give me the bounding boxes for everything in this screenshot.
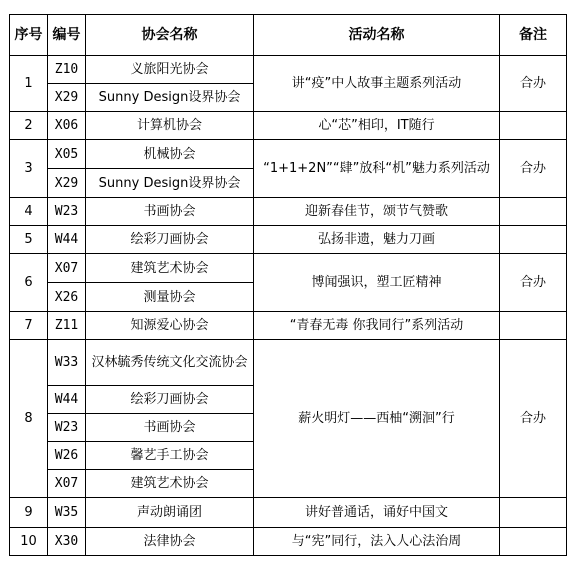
activity-cell: 与“宪”同行，法入人心法治周	[254, 528, 500, 556]
remark-cell	[500, 498, 567, 528]
code-cell: X05	[48, 140, 86, 169]
association-cell: 建筑艺术协会	[86, 470, 254, 498]
activity-cell: “1+1+2N”“肆”放科“机”魅力系列活动	[254, 140, 500, 198]
table-row	[10, 112, 567, 140]
seq-cell: 6	[10, 254, 48, 312]
seq-cell: 4	[10, 198, 48, 226]
header-code: 编号	[48, 15, 86, 56]
code-cell: X07	[48, 470, 86, 498]
association-cell: 知源爱心协会	[86, 312, 254, 340]
seq-cell: 9	[10, 498, 48, 528]
table-row	[10, 340, 567, 386]
seq-cell: 1	[10, 56, 48, 112]
seq-cell: 3	[10, 140, 48, 198]
activity-cell: 讲“疫”中人故事主题系列活动	[254, 56, 500, 112]
seq-cell: 8	[10, 340, 48, 498]
table-row	[10, 140, 567, 169]
association-cell: 义旅阳光协会	[86, 56, 254, 84]
header-seq: 序号	[10, 15, 48, 56]
activity-cell: 迎新春佳节，颂节气赞歌	[254, 198, 500, 226]
header-association: 协会名称	[86, 15, 254, 56]
association-cell: Sunny Design设界协会	[86, 84, 254, 112]
remark-cell: 合办	[500, 140, 567, 198]
table-row	[10, 226, 567, 254]
association-cell: 馨艺手工协会	[86, 442, 254, 470]
code-cell: W23	[48, 198, 86, 226]
header-remark: 备注	[500, 15, 567, 56]
seq-cell: 2	[10, 112, 48, 140]
code-cell: W23	[48, 414, 86, 442]
code-cell: X06	[48, 112, 86, 140]
remark-cell: 合办	[500, 56, 567, 112]
association-cell: 书画协会	[86, 198, 254, 226]
code-cell: X30	[48, 528, 86, 556]
remark-cell: 合办	[500, 254, 567, 312]
activity-cell: 薪火明灯——西柚“溯洄”行	[254, 340, 500, 498]
association-cell: 测量协会	[86, 283, 254, 312]
table-row	[10, 56, 567, 84]
activity-cell: 博闻强识，塑工匠精神	[254, 254, 500, 312]
table-row	[10, 198, 567, 226]
table-row	[10, 498, 567, 528]
association-cell: 机械协会	[86, 140, 254, 169]
code-cell: W33	[48, 340, 86, 386]
activity-cell: 讲好普通话，诵好中国文	[254, 498, 500, 528]
code-cell: Z10	[48, 56, 86, 84]
association-cell: Sunny Design设界协会	[86, 169, 254, 198]
association-cell: 法律协会	[86, 528, 254, 556]
code-cell: W26	[48, 442, 86, 470]
header-row	[10, 15, 567, 56]
activity-cell: 心“芯”相印，IT随行	[254, 112, 500, 140]
table-row	[10, 312, 567, 340]
code-cell: X07	[48, 254, 86, 283]
activity-table	[9, 14, 567, 556]
association-cell: 绘彩刀画协会	[86, 386, 254, 414]
association-cell: 建筑艺术协会	[86, 254, 254, 283]
remark-cell	[500, 528, 567, 556]
remark-cell: 合办	[500, 340, 567, 498]
association-cell: 书画协会	[86, 414, 254, 442]
table-row	[10, 528, 567, 556]
association-cell: 汉林毓秀传统文化交流协会	[86, 340, 254, 386]
association-cell: 绘彩刀画协会	[86, 226, 254, 254]
seq-cell: 7	[10, 312, 48, 340]
table-row	[10, 254, 567, 283]
code-cell: Z11	[48, 312, 86, 340]
code-cell: X29	[48, 169, 86, 198]
code-cell: X29	[48, 84, 86, 112]
association-cell: 计算机协会	[86, 112, 254, 140]
association-cell: 声动朗诵团	[86, 498, 254, 528]
code-cell: W35	[48, 498, 86, 528]
activity-cell: “青春无毒 你我同行”系列活动	[254, 312, 500, 340]
code-cell: W44	[48, 226, 86, 254]
code-cell: X26	[48, 283, 86, 312]
code-cell: W44	[48, 386, 86, 414]
remark-cell	[500, 198, 567, 226]
seq-cell: 10	[10, 528, 48, 556]
header-activity: 活动名称	[254, 15, 500, 56]
remark-cell	[500, 312, 567, 340]
remark-cell	[500, 112, 567, 140]
activity-cell: 弘扬非遗，魅力刀画	[254, 226, 500, 254]
seq-cell: 5	[10, 226, 48, 254]
remark-cell	[500, 226, 567, 254]
